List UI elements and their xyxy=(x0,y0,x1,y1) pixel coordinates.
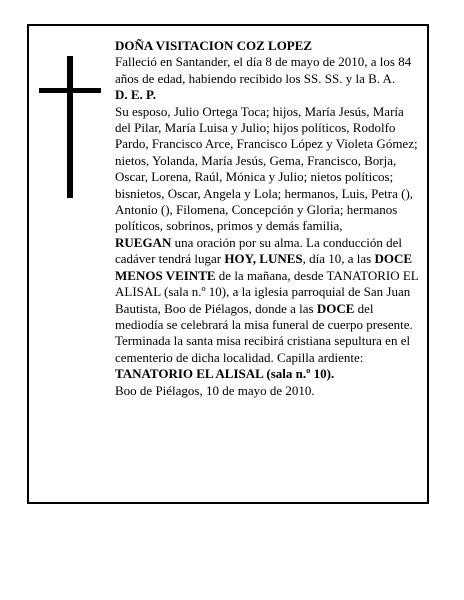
family-list: Su esposo, Julio Ortega Toca; hijos, María Jesús, María del Pilar, María Luisa y Julio; hijos políticos, Rodolfo Pardo, Francisco Arce, Francisco López y Violeta Gómez; nietos, Yolanda, María Jesús, Gema, Francisco, Borja, Oscar, Lorena, Raúl, Mónica y Julio; nietos políticos; bisnietos, Oscar, Angela y Lola; hermanos, Luis, Petra (), Antonio (), Filomena, Concepción y Gloria; hermanos políticos, sobrinos, primos y demás familia, xyxy=(115,103,418,234)
request-text-3: de la mañana, desde TANATORIO EL ALISAL (sala n.º 10), a la iglesia parroquial de San Juan Bautista, Boo de Piélagos, donde a las xyxy=(115,267,419,316)
request-text-4: del mediodía se celebrará la misa funeral de cuerpo presente. Terminada la santa misa recibirá cristiana sepultura en el cementerio de dicha localidad. Capilla ardiente: xyxy=(115,300,413,365)
request-text-2: , día 10, a las xyxy=(302,251,375,267)
deceased-name: DOÑA VISITACION COZ LOPEZ xyxy=(115,38,313,53)
rip-line: D. E. P. xyxy=(115,87,157,103)
notice-text xyxy=(115,38,421,399)
death-info: Falleció en Santander, el día 8 de mayo de 2010, a los 84 años de edad, habiendo recibido los SS. SS. y la B. A. xyxy=(115,54,412,86)
ruegan-text: RUEGAN xyxy=(115,234,172,250)
request-text-1: una oración por su alma. La conducción del cadáver tendrá lugar xyxy=(115,234,403,267)
cross-icon xyxy=(39,56,101,198)
hoy-lunes-text: HOY, LUNES xyxy=(224,251,303,267)
chapel-text: TANATORIO EL ALISAL (sala n.º 10). xyxy=(115,366,335,382)
funeral-request xyxy=(115,235,421,383)
doce-text: DOCE xyxy=(316,300,355,316)
cross-horizontal-bar xyxy=(39,88,101,93)
doce-menos-veinte-text: DOCE MENOS VEINTE xyxy=(115,251,413,283)
cross-vertical-bar xyxy=(67,56,73,198)
place-date: Boo de Piélagos, 10 de mayo de 2010. xyxy=(115,382,315,398)
obituary-notice xyxy=(27,24,429,504)
